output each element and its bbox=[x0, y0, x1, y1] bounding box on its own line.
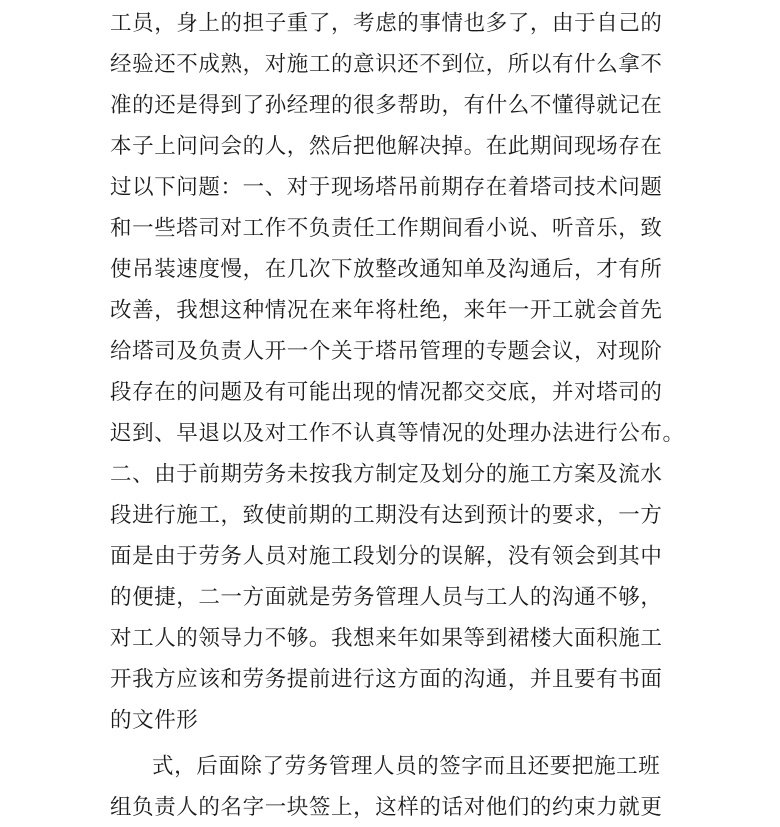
text-line: 经验还不成熟，对施工的意识还不到位，所以有什么拿不 bbox=[110, 52, 663, 77]
text-line: 使吊装速度慢，在几次下放整改通知单及沟通后，才有所 bbox=[110, 257, 663, 282]
text-line: 本子上问问会的人，然后把他解决掉。在此期间现场存在 bbox=[110, 134, 663, 159]
text-line: 的文件形 bbox=[110, 708, 199, 733]
text-line: 的便捷，二一方面就是劳务管理人员与工人的沟通不够， bbox=[110, 585, 663, 610]
text-line: 式，后面除了劳务管理人员的签字而且还要把施工班 bbox=[152, 754, 661, 779]
text-line: 组负责人的名字一块签上，这样的话对他们的约束力就更 bbox=[110, 795, 663, 820]
text-line: 过以下问题：一、对于现场塔吊前期存在着塔司技术问题 bbox=[110, 175, 663, 200]
text-line: 段存在的问题及有可能出现的情况都交交底，并对塔司的 bbox=[110, 380, 663, 405]
text-line: 准的还是得到了孙经理的很多帮助，有什么不懂得就记在 bbox=[110, 93, 663, 118]
text-line: 二、由于前期劳务未按我方制定及划分的施工方案及流水 bbox=[110, 462, 663, 487]
text-line: 面是由于劳务人员对施工段划分的误解，没有领会到其中 bbox=[110, 544, 663, 569]
text-line: 和一些塔司对工作不负责任工作期间看小说、听音乐，致 bbox=[110, 216, 663, 241]
text-line: 给塔司及负责人开一个关于塔吊管理的专题会议，对现阶 bbox=[110, 339, 663, 364]
text-line: 段进行施工，致使前期的工期没有达到预计的要求，一方 bbox=[110, 503, 663, 528]
text-line: 工员，身上的担子重了，考虑的事情也多了，由于自己的 bbox=[110, 11, 663, 36]
text-line: 迟到、早退以及对工作不认真等情况的处理办法进行公布。 bbox=[110, 421, 685, 446]
text-line: 改善，我想这种情况在来年将杜绝，来年一开工就会首先 bbox=[110, 298, 663, 323]
text-line: 对工人的领导力不够。我想来年如果等到裙楼大面积施工 bbox=[110, 626, 663, 651]
text-line: 开我方应该和劳务提前进行这方面的沟通，并且要有书面 bbox=[110, 667, 663, 692]
